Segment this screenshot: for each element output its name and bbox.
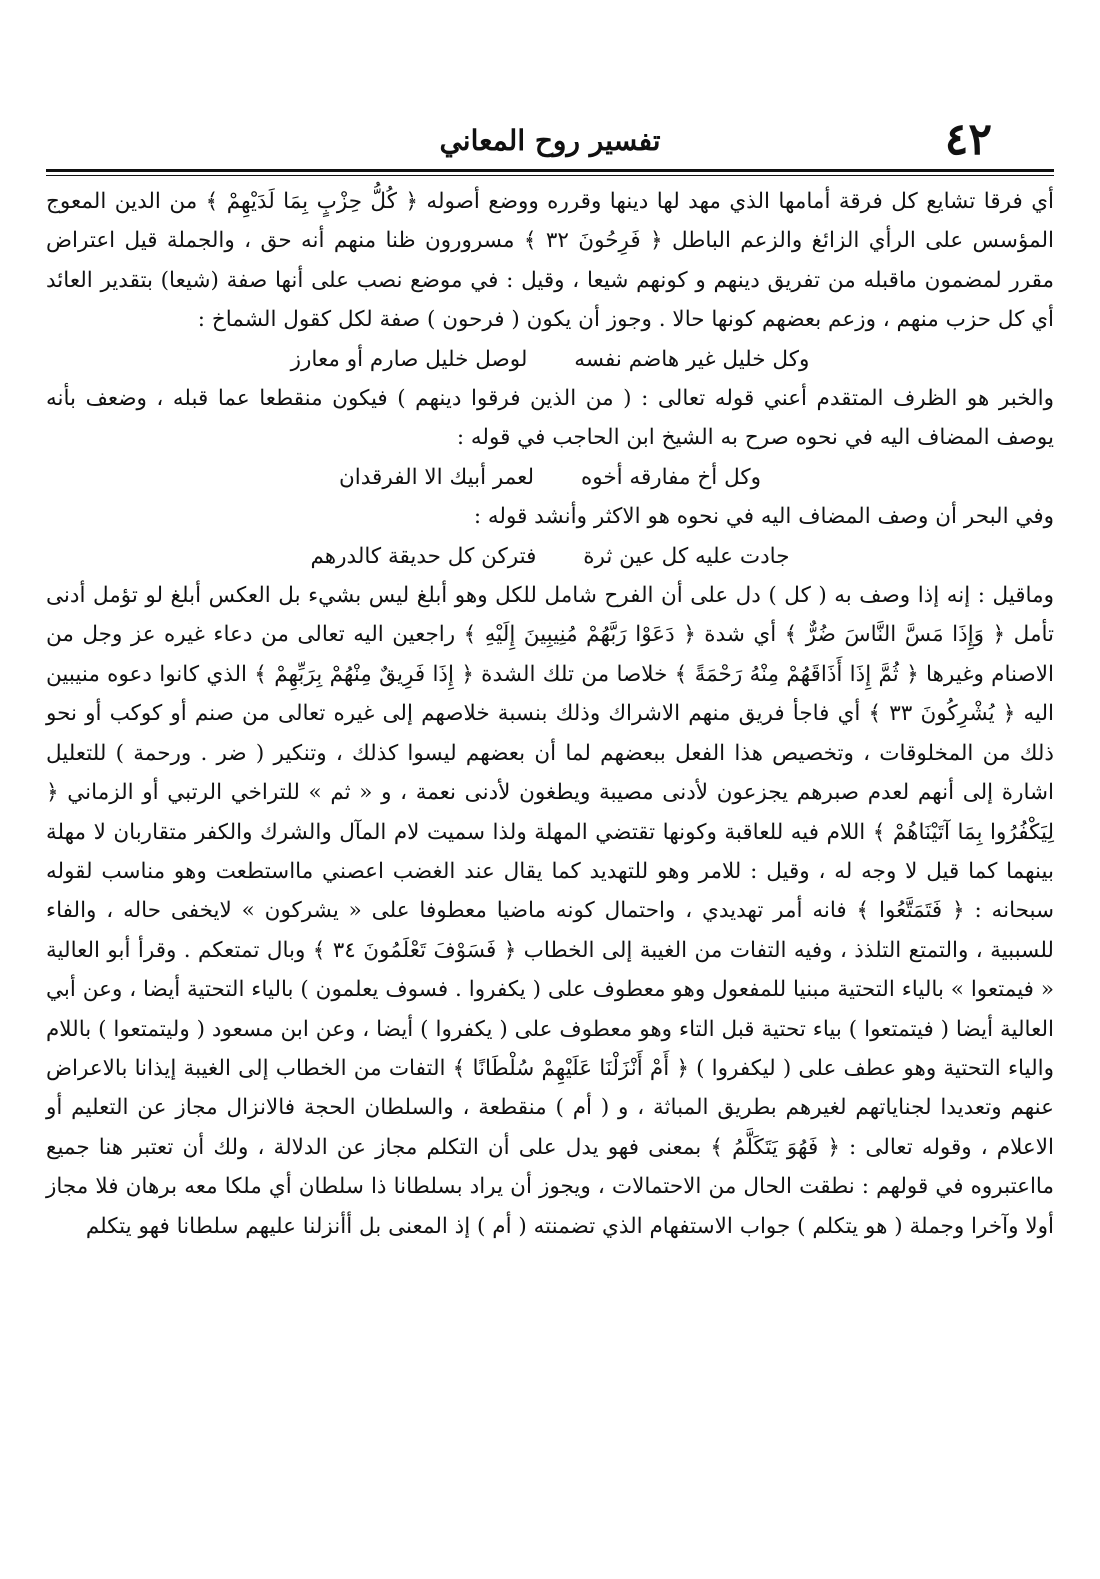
verse-1-first-hemistich: وكل خليل غير هاضم نفسه: [574, 346, 810, 372]
verse-2: [46, 458, 1054, 497]
paragraph-3: وفي البحر أن وصف المضاف اليه في نحوه هو الاكثر وأنشد قوله :: [473, 504, 1054, 530]
verse-1: [46, 340, 1054, 379]
page-number: ٤٢: [944, 114, 992, 165]
paragraph-2: والخبر هو الظرف المتقدم أعني قوله تعالى : ( من الذين فرقوا دينهم ) فيكون منقطعا عما قبله ، وضعف بأنه يوصف المضاف اليه في نحوه صرح به الشيخ ابن الحاجب في قوله :: [46, 386, 1054, 451]
header-rule-thick: [46, 169, 1054, 172]
running-title: تفسير روح المعاني: [439, 124, 661, 157]
page-header: [46, 115, 1054, 165]
header-rule-thin: [46, 175, 1054, 176]
verse-2-second-hemistich: لعمر أبيك الا الفرقدان: [339, 464, 535, 490]
verse-3-second-hemistich: فتركن كل حديقة كالدرهم: [310, 543, 537, 569]
page-body: [46, 182, 1054, 1246]
verse-3: [46, 537, 1054, 576]
verse-2-first-hemistich: وكل أخ مفارقه أخوه: [580, 464, 761, 490]
verse-3-first-hemistich: جادت عليه كل عين ثرة: [583, 543, 790, 569]
paragraph-4: وماقيل : إنه إذا وصف به ( كل ) دل على أن الفرح شامل للكل وهو أبلغ ليس بشيء بل العكس أبلغ لو تؤمل أدنى تأمل ﴿ وَإِذَا مَسَّ النَّاسَ ضُرٌّ ﴾ أي شدة ﴿ دَعَوْا رَبَّهُمْ مُنِيبِينَ إِلَيْهِ ﴾ راجعين اليه تعالى من دعاء غيره عز وجل من الاصنام وغيرها ﴿ ثُمَّ إِذَا أَذَاقَهُمْ مِنْهُ رَحْمَةً ﴾ خلاصا من تلك الشدة ﴿ إِذَا فَرِيقٌ مِنْهُمْ بِرَبِّهِمْ ﴾ الذي كانوا دعوه منيبين اليه ﴿ يُشْرِكُونَ ٣٣ ﴾ أي فاجأ فريق منهم الاشراك وذلك بنسبة خلاصهم إلى غيره تعالى من صنم أو كوكب أو نحو ذلك من المخلوقات ، وتخصيص هذا الفعل ببعضهم لما أن بعضهم ليسوا كذلك ، وتنكير ( ضر . ورحمة ) للتعليل اشارة إلى أنهم لعدم صبرهم يجزعون لأدنى مصيبة ويطغون لأدنى نعمة ، و « ثم » للتراخي الرتبي أو الزماني ﴿ لِيَكْفُرُوا بِمَا آتَيْنَاهُمْ ﴾ اللام فيه للعاقبة وكونها تقتضي المهلة ولذا سميت لام المآل والشرك والكفر متقاربان لا مهلة بينهما كما قيل لا وجه له ، وقيل : للامر وهو للتهديد كما يقال عند الغضب اعصني مااستطعت وهو مناسب لقوله سبحانه : ﴿ فَتَمَتَّعُوا ﴾ فانه أمر تهديدي ، واحتمال كونه ماضيا معطوفا على « يشركون » لايخفى حاله ، والفاء للسببية ، والتمتع التلذذ ، وفيه التفات من الغيبة إلى الخطاب ﴿ فَسَوْفَ تَعْلَمُونَ ٣٤ ﴾ وبال تمتعكم . وقرأ أبو العالية « فيمتعوا » بالياء التحتية مبنيا للمفعول وهو معطوف على ( يكفروا . فسوف يعلمون ) بالياء التحتية أيضا ، وعن أبي العالية أيضا ( فيتمتعوا ) بياء تحتية قبل التاء وهو معطوف على ( يكفروا ) أيضا ، وعن ابن مسعود ( وليتمتعوا ) باللام والياء التحتية وهو عطف على ( ليكفروا ) ﴿ أَمْ أَنْزَلْنَا عَلَيْهِمْ سُلْطَانًا ﴾ التفات من الخطاب إلى الغيبة إيذانا بالاعراض عنهم وتعديدا لجناياتهم لغيرهم بطريق المباثة ، و ( أم ) منقطعة ، والسلطان الحجة فالانزال مجاز عن التعليم أو الاعلام ، وقوله تعالى : ﴿ فَهُوَ يَتَكَلَّمُ ﴾ بمعنى فهو يدل على أن التكلم مجاز عن الدلالة ، ولك أن تعتبر هنا جميع مااعتبروه في قولهم : نطقت الحال من الاحتمالات ، ويجوز أن يراد بسلطانا ذا سلطان أي ملكا معه برهان فلا مجاز أولا وآخرا وجملة ( هو يتكلم ) جواب الاستفهام الذي تضمنته ( أم ) إذ المعنى بل أأنزلنا عليهم سلطانا فهو يتكلم: [46, 583, 1054, 1239]
verse-1-second-hemistich: لوصل خليل صارم أو معارز: [290, 346, 528, 372]
paragraph-1: أي فرقا تشايع كل فرقة أمامها الذي مهد لها دينها وقرره ووضع أصوله ﴿ كُلُّ حِزْبٍ بِمَا لَدَيْهِمْ ﴾ من الدين المعوج المؤسس على الرأي الزائغ والزعم الباطل ﴿ فَرِحُونَ ٣٢ ﴾ مسرورون ظنا منهم أنه حق ، والجملة قيل اعتراض مقرر لمضمون ماقبله من تفريق دينهم و كونهم شيعا ، وقيل : في موضع نصب على أنها صفة (شيعا) بتقدير العائد أي كل حزب منهم ، وزعم بعضهم كونها حالا . وجوز أن يكون ( فرحون ) صفة لكل كقول الشماخ :: [46, 189, 1054, 333]
